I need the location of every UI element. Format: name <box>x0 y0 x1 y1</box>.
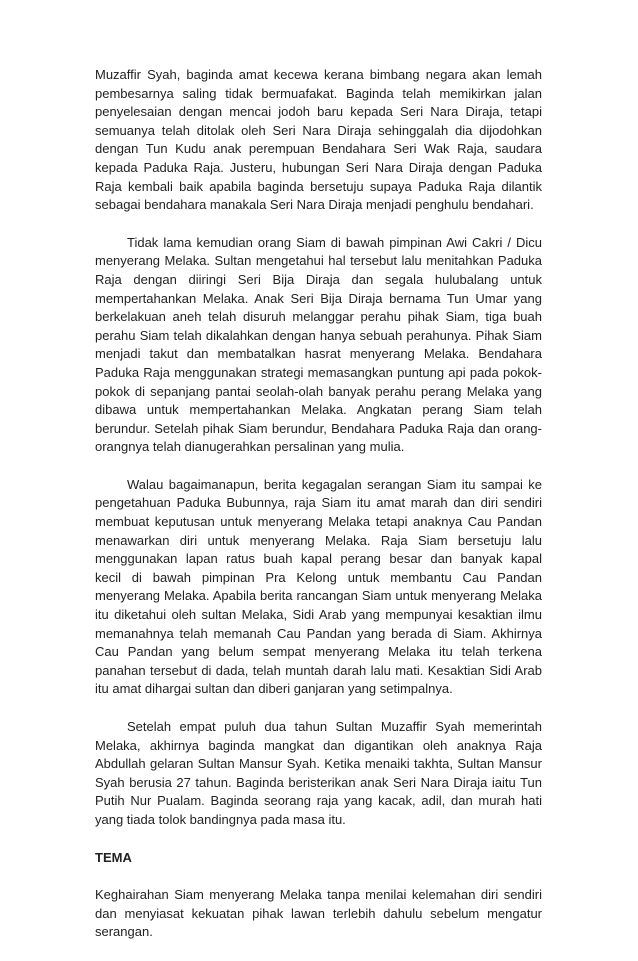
text-line: Cau Pandan yang belum sempat menyerang Melaka itu telah terkena <box>95 644 542 660</box>
text-line: Melaka, akhirnya baginda mangkat dan digantikan oleh anaknya Raja <box>95 737 542 753</box>
text-line: serangan. <box>95 924 153 940</box>
text-line: dibawa untuk mempertahankan Melaka. Angkatan perang Siam telah <box>95 402 542 418</box>
text-line: membuat keputusan untuk menyerang Melaka tetapi anaknya Cau Pandan <box>95 514 542 530</box>
text-line: perahu Siam telah dikalahkan dengan hanya sebuah perahunya. Pihak Siam <box>95 327 542 343</box>
text-line: Keghairahan Siam menyerang Melaka tanpa menilai kelemahan diri sendiri <box>95 887 542 903</box>
text-line: itu diketahui oleh sultan Melaka, Sidi Arab yang mempunyai kesaktian ilmu <box>95 607 542 623</box>
text-line: mempertahankan Melaka. Anak Seri Bija Diraja bernama Tun Umar yang <box>95 290 542 306</box>
paragraph-3 <box>95 476 542 699</box>
text-line: menggunakan lapan ratus buah kapal perang besar dan banyak kapal <box>95 551 542 567</box>
text-line: sebagai bendahara manakala Seri Nara Diraja menjadi penghulu bendahari. <box>95 197 534 213</box>
text-line: kepada Paduka Raja. Justeru, hubungan Seri Nara Diraja dengan Paduka <box>95 159 542 175</box>
text-line: menyerang Melaka. Sultan mengetahui hal tersebut lalu menitahkan Paduka <box>95 253 542 269</box>
theme-paragraph <box>95 886 542 942</box>
text-line: Paduka Raja menggunakan strategi memasangkan puntung api pada pokok- <box>95 364 542 380</box>
text-line: penyelesaian dengan mencai jodoh baru kepada Seri Nara Diraja, tetapi <box>95 104 542 120</box>
text-line: pembesarnya saling tidak bermuafakat. Baginda telah memikirkan jalan <box>95 85 542 101</box>
document-page <box>95 66 542 961</box>
text-line: Putih Nur Pualam. Baginda seorang raja yang kacak, adil, dan murah hati <box>95 793 542 809</box>
text-line: Muzaffir Syah, baginda amat kecewa kerana bimbang negara akan lemah <box>95 67 542 82</box>
text-line: Raja kembali baik apabila baginda bersetuju supaya Paduka Raja dilantik <box>95 178 542 194</box>
text-line: pokok di sepanjang pantai seolah-olah banyak perahu perang Melaka yang <box>95 383 542 399</box>
text-line: Abdullah gelaran Sultan Mansur Syah. Ketika menaiki takhta, Sultan Mansur <box>95 756 542 772</box>
paragraph-4 <box>95 718 542 830</box>
text-line: dan menyiasat kekuatan pihak lawan terlebih dahulu sebelum mengatur <box>95 905 542 921</box>
text-line: menawarkan diri untuk menyerang Melaka. Raja Siam bersetuju lalu <box>95 532 542 548</box>
text-line: yang tiada tolok bandingnya pada masa itu. <box>95 811 346 827</box>
text-line: dengan Tun Kudu anak perempuan Bendahara Seri Wak Raja, saudara <box>95 141 542 157</box>
text-line: berkelakuan aneh telah disuruh melanggar perahu pihak Siam, tiga buah <box>95 309 542 325</box>
text-line: pengetahuan Paduka Bubunnya, raja Siam itu amat marah dan diri sendiri <box>95 495 542 511</box>
text-line: Walau bagaimanapun, berita kegagalan serangan Siam itu sampai ke <box>127 476 542 492</box>
text-line: berundur. Setelah pihak Siam berundur, Bendahara Paduka Raja dan orang- <box>95 420 542 436</box>
text-line: semuanya telah ditolak oleh Seri Nara Diraja sehinggalah dia dijodohkan <box>95 122 542 138</box>
text-line: Setelah empat puluh dua tahun Sultan Muzaffir Syah memerintah <box>127 719 542 734</box>
text-line: memanahnya telah memanah Cau Pandan yang berada di Siam. Akhirnya <box>95 625 542 641</box>
text-line: itu amat dihargai sultan dan diberi ganjaran yang setimpalnya. <box>95 681 453 697</box>
section-heading: TEMA <box>95 849 132 865</box>
text-line: kecil di bawah pimpinan Pra Kelong untuk membantu Cau Pandan <box>95 569 542 585</box>
text-line: menyerang Melaka. Apabila berita rancangan Siam untuk menyerang Melaka <box>95 588 542 604</box>
text-line: orangnya telah dianugerahkan persalinan yang mulia. <box>95 439 405 455</box>
paragraph-2 <box>95 234 542 457</box>
paragraph-1 <box>95 66 542 215</box>
text-line: menjadi takut dan membatalkan hasrat menyerang Melaka. Bendahara <box>95 346 542 362</box>
text-line: Tidak lama kemudian orang Siam di bawah pimpinan Awi Cakri / Dicu <box>127 234 542 250</box>
text-line: panahan tersebut di dada, telah muntah darah lalu mati. Kesaktian Sidi Arab <box>95 662 542 678</box>
text-line: Syah berusia 27 tahun. Baginda beristerikan anak Seri Nara Diraja iaitu Tun <box>95 774 542 790</box>
text-line: Raja dengan diiringi Seri Bija Diraja dan segala hulubalang untuk <box>95 271 542 287</box>
